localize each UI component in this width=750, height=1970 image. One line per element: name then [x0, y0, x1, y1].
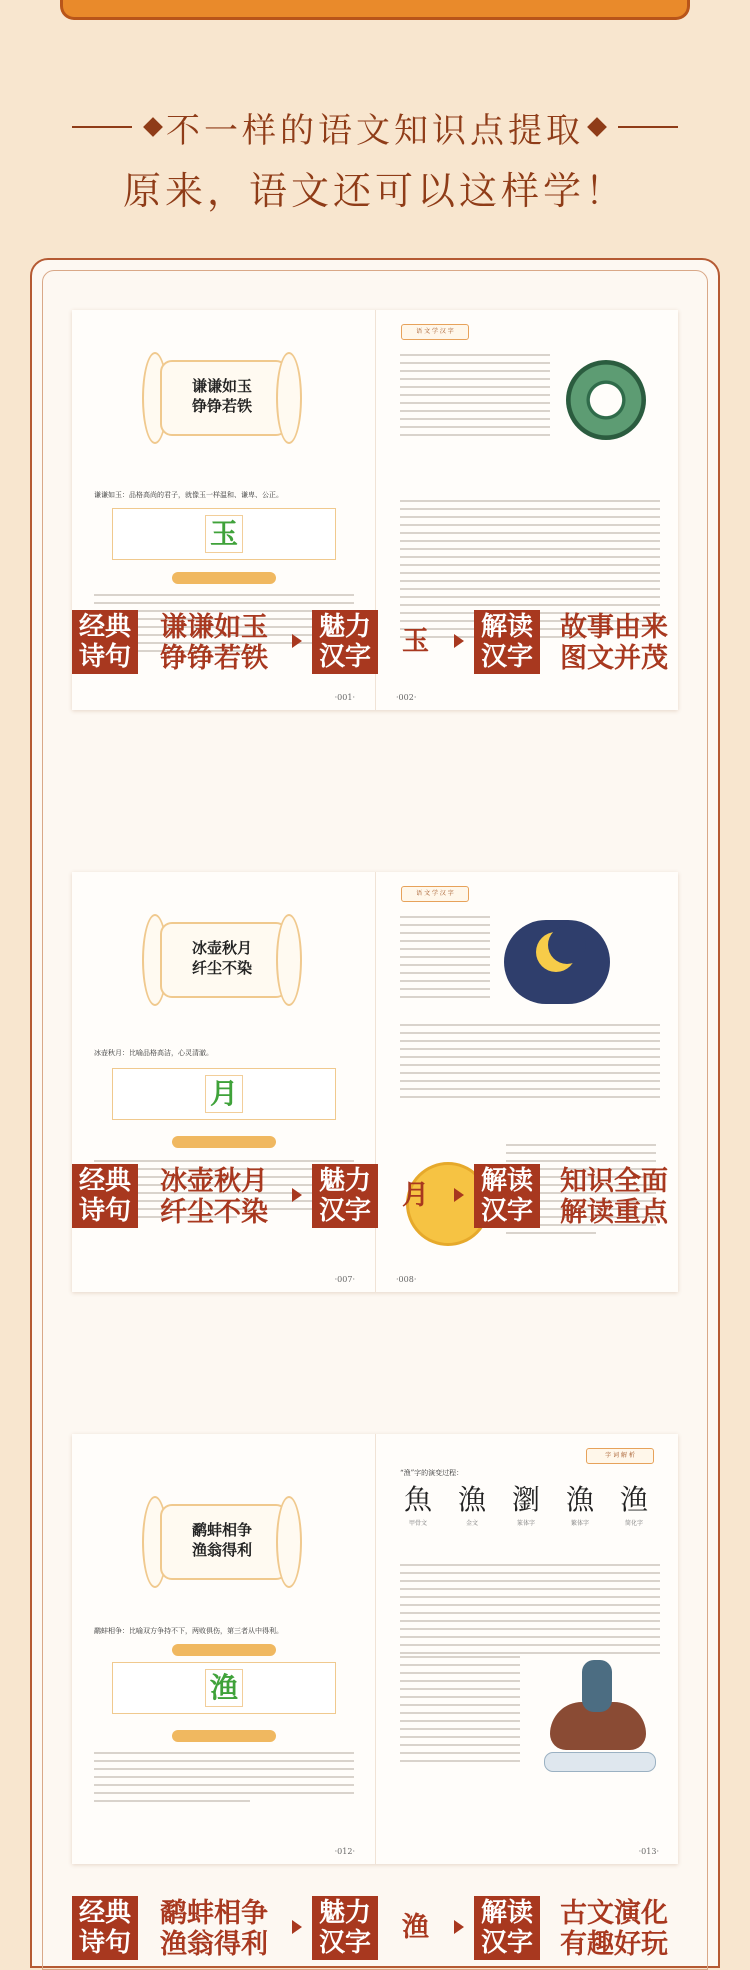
page-number: ·013·: [638, 1847, 659, 1856]
arrow-icon: [292, 1920, 302, 1934]
page-number: ·007·: [334, 1275, 355, 1284]
book-page-left: [72, 872, 375, 1292]
headline-row: [0, 105, 750, 149]
book-page-left: [72, 1434, 375, 1864]
feature-strip-2: [72, 1158, 678, 1228]
glyph-item: 瀏 篆体字: [511, 1483, 540, 1527]
badge-charm-char: 魅力 汉字: [312, 1896, 378, 1960]
top-banner-edge: [60, 0, 690, 20]
arrow-icon: [292, 634, 302, 648]
feature-strip-3: [72, 1890, 678, 1960]
section-tag: 字 词 解 析: [586, 1448, 654, 1464]
poem-title: [142, 376, 302, 416]
scroll-frame: [142, 348, 302, 448]
glyph-evolution: [396, 1482, 656, 1527]
ribbon-ornament: [172, 1730, 276, 1742]
poem-quote: 冰壶秋月 纤尘不染: [160, 1166, 268, 1228]
horse-rider-illustration: [544, 1654, 654, 1774]
book-spread-3: [72, 1434, 678, 1864]
poem-line-2: 渔翁得利: [191, 1541, 252, 1559]
glyph-item: 渔 简化字: [619, 1483, 648, 1527]
page-number: ·002·: [396, 693, 417, 702]
badge-classic-poem: 经典 诗句: [72, 610, 138, 674]
badge-interpret-char: 解读 汉字: [474, 610, 540, 674]
strip-char: 玉: [402, 626, 429, 657]
jade-disc-illustration: [566, 360, 646, 440]
idiom-note: 谦谦如玉：品格高尚的君子，就像玉一样温和、谦卑、公正。: [94, 491, 283, 499]
badge-interpret-char: 解读 汉字: [474, 1164, 540, 1228]
featured-char: 玉: [205, 515, 243, 553]
feature-text: 故事由来 图文并茂: [560, 612, 668, 674]
glyph-item: 魚 甲骨文: [403, 1483, 432, 1527]
strip-char: 渔: [402, 1912, 429, 1943]
poem-title: [142, 1520, 302, 1560]
badge-classic-poem: 经典 诗句: [72, 1896, 138, 1960]
badge-interpret-char: 解读 汉字: [474, 1896, 540, 1960]
arrow-icon: [454, 1188, 464, 1202]
poem-title: [142, 938, 302, 978]
section-tag: 语 文 学 汉 字: [401, 324, 469, 340]
char-box: [112, 1068, 336, 1120]
featured-char: 月: [205, 1075, 243, 1113]
subheadline: 原来，语文还可以这样学！: [122, 169, 627, 213]
text-lines: [400, 1024, 660, 1104]
text-lines: [400, 1656, 520, 1768]
text-lines: [400, 1564, 660, 1660]
poem-line-1: 鹬蚌相争: [191, 1521, 252, 1539]
badge-charm-char: 魅力 汉字: [312, 1164, 378, 1228]
feature-text: 知识全面 解读重点: [560, 1166, 668, 1228]
ribbon-ornament: [172, 1644, 276, 1656]
poem-line-1: 谦谦如玉: [191, 377, 252, 395]
book-page-right: [375, 1434, 679, 1864]
feature-strip-1: [72, 604, 678, 674]
strip-char: 月: [402, 1180, 429, 1211]
char-box: [112, 1662, 336, 1714]
poem-quote: 谦谦如玉 铮铮若铁: [160, 612, 268, 674]
headline-line-right: [618, 126, 678, 128]
book-spread-2: [72, 872, 678, 1292]
feature-text: 古文演化 有趣好玩: [560, 1898, 668, 1960]
diamond-icon: [587, 117, 607, 137]
arrow-icon: [454, 634, 464, 648]
text-lines: [400, 354, 550, 442]
section-tag: 语 文 学 汉 字: [401, 886, 469, 902]
headline: 不一样的语文知识点提取: [166, 110, 584, 151]
glyph-item: 漁 金文: [457, 1483, 486, 1527]
arrow-icon: [454, 1920, 464, 1934]
poem-line-1: 冰壶秋月: [191, 939, 252, 957]
scroll-frame: [142, 1492, 302, 1592]
page-number: ·012·: [334, 1847, 355, 1856]
text-lines: [94, 1752, 354, 1808]
poem-line-2: 纤尘不染: [191, 959, 252, 977]
badge-charm-char: 魅力 汉字: [312, 610, 378, 674]
poem-line-2: 铮铮若铁: [191, 397, 252, 415]
book-page-right: [375, 872, 679, 1292]
glyph-caption: “渔”字的演变过程：: [400, 1469, 464, 1477]
glyph-item: 漁 繁体字: [565, 1483, 594, 1527]
arrow-icon: [292, 1188, 302, 1202]
crescent-moon-illustration: [504, 920, 610, 1004]
headline-line-left: [72, 126, 132, 128]
idiom-note: 鹬蚌相争：比喻双方争持不下，两败俱伤，第三者从中得利。: [94, 1627, 283, 1635]
ribbon-ornament: [172, 572, 276, 584]
page-number: ·008·: [396, 1275, 417, 1284]
page-number: ·001·: [334, 693, 355, 702]
diamond-icon: [143, 117, 163, 137]
poem-quote: 鹬蚌相争 渔翁得利: [160, 1898, 268, 1960]
char-box: [112, 508, 336, 560]
scroll-frame: [142, 910, 302, 1010]
text-lines: [400, 916, 490, 1004]
featured-char: 渔: [205, 1669, 243, 1707]
ribbon-ornament: [172, 1136, 276, 1148]
badge-classic-poem: 经典 诗句: [72, 1164, 138, 1228]
idiom-note: 冰壶秋月：比喻品格高洁，心灵清澈。: [94, 1049, 213, 1057]
